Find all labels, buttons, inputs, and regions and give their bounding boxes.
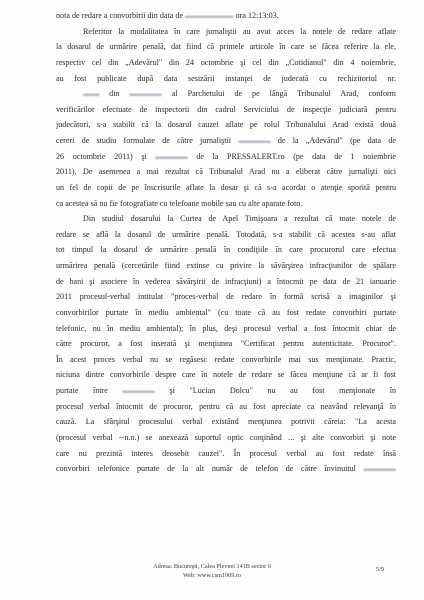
redacted-text: ▬▬▬▬ <box>129 89 162 99</box>
line-text: al Parchetului de pe lângă Tribunalul Arad, conform <box>171 89 396 99</box>
line-text: convorbiri telefonice purtate de la alt număr de telefon de către învinuitul <box>56 464 356 474</box>
document-line <box>56 227 396 243</box>
document-line <box>56 71 396 87</box>
document-line <box>56 430 396 446</box>
line-text: de la PRESSALERT.ro (pe data de 1 noiembrie <box>196 151 396 161</box>
line-text: judecători, s-a stabilit că la dosarul cauzei aflate pe rolul Tribunalului Arad există două <box>56 120 396 130</box>
line-text: 2011 procesul-verbal intitulat "proces-verbal de redare în formă scrisă a imaginilor şi <box>56 292 396 302</box>
line-text: din <box>109 89 120 99</box>
document-line <box>56 305 396 321</box>
document-line <box>56 39 396 55</box>
document-line <box>56 149 396 165</box>
document-body <box>56 8 396 477</box>
line-text: urmărirea penală (cercetările fiind extinse cu privire la săvârşirea infracţiunilor de spălare <box>56 261 396 270</box>
line-text: care nu prezintă interes deosebit cauzei". În procesul verbal au fost redate însă <box>56 448 396 458</box>
document-line <box>56 352 396 368</box>
line-text: cauză. La sfârşitul procesului verbal existând menţiunea potrivit căreia: "La acesta <box>56 417 396 427</box>
line-text: de bani şi asociere în vederea săvârşirii de infracţiuni) a întocmit pe data de 21 ianuarie <box>56 276 396 286</box>
line-text: nota de redare a convorbirii din data de <box>56 11 183 20</box>
document-line <box>56 383 396 399</box>
document-line <box>56 242 396 258</box>
document-line <box>56 196 396 212</box>
document-line <box>56 399 396 415</box>
footer-web: Web: www.csm1909.ro <box>182 571 242 579</box>
redacted-text: ▬▬▬▬ <box>363 464 396 474</box>
line-text: cereri de studiu formulate de către jurnaliştii <box>56 136 232 145</box>
line-text: 2011). De asemenea a mai rezultat că Tribunalul Arad nu a eliberat către jurnalişti nici <box>56 167 396 177</box>
document-line <box>56 274 396 290</box>
line-text: către procuror, a fost inserată şi menţiunea "Certificat pentru autenticitate. Procuror". <box>56 339 396 349</box>
line-text: respectiv cel din „Adevărul" din 24 octombrie şi cel din „Cotidianul" din 4 noiembrie, <box>56 57 396 67</box>
line-text: (procesul verbal --n.n.) se anexează suportul optic conţinând ... şi alte convorbiri şi note <box>56 432 396 442</box>
line-text: redare se află la dosarul de urmărire penală. Totodată, s-a stabilit că acestea s-au aflat <box>56 229 396 239</box>
document-line <box>56 258 396 274</box>
line-text: la dosarul de urmărire penală, dat fiind că primele articole în care se făcea referire la ele, <box>56 42 396 52</box>
document-line <box>56 446 396 462</box>
document-line <box>56 336 396 352</box>
line-text: şi "Lucian Dolcu" nu au fost menţionate în <box>169 386 396 395</box>
line-text: telefonic, nu în mediu ambiental); în plus, deşi procesul verbal a fost întocmit chiar de <box>56 323 396 333</box>
line-text: ora 12:13:03. <box>235 11 279 20</box>
line-text: 26 octombrie 2011) şi <box>56 151 147 161</box>
document-line <box>56 321 396 337</box>
line-text: convorbirilor purtate în mediu ambiental" (cu toate că au fost redate convorbiri purtate <box>56 307 396 317</box>
document-line <box>56 102 396 118</box>
line-text: procesul verbal întocmit de procuror, pentru că au fost apreciate ca neavând relevanţă în <box>56 401 396 411</box>
redacted-text: ▬▬▬▬ <box>238 136 271 145</box>
line-text: niciuna dintre convorbirile despre care în notele de redare se făcea menţiune că ar fi fost <box>56 370 396 380</box>
document-line <box>56 289 396 305</box>
line-text: un fel de copii de pe înscrisurile aflate la dosar şi că s-a acordat o atenţie sporită pentru <box>56 182 396 192</box>
page-number: 5/9 <box>375 566 384 573</box>
line-text: verificărilor efectuate de inspectorii din cadrul Serviciului de inspecţie judiciară pentru <box>56 104 396 114</box>
document-line <box>56 367 396 383</box>
redacted-text: ▬▬▬▬ <box>122 386 155 395</box>
document-line <box>56 180 396 196</box>
line-text: tot timpul la dosarul de urmărire penală în condiţiile în care procurorul care efectua <box>56 245 396 255</box>
line-text: au fost publicate după data sesizării instanţei de judecată cu rechizitoriul nr. <box>56 73 396 83</box>
document-line <box>56 24 396 40</box>
line-text: ca acestea să nu fie fotografiate cu telefoane mobile sau cu alte aparate foto. <box>56 198 303 208</box>
page-footer <box>0 563 424 580</box>
document-line <box>56 8 396 24</box>
redacted-text: ▬▬▬▬▬▬ <box>185 11 234 20</box>
line-text: Din studiul dosarului la Curtea de Apel Timişoara a rezultat că toate notele de <box>83 214 396 224</box>
document-line <box>56 461 396 477</box>
redacted-text: ▬▬ <box>83 89 110 99</box>
document-line <box>56 164 396 180</box>
document-line <box>56 117 396 133</box>
footer-address: Adresa: Bucureşti, Calea Plevnei 141B sector 6 <box>153 563 271 570</box>
line-text: Referitor la modalitatea în care jurnaliştii au avut acces la notele de redare aflate <box>83 26 396 36</box>
document-line <box>56 55 396 71</box>
line-text: În acest proces verbal nu se regăsesc redate convorbirile mai sus menţionate. Practic, <box>56 354 396 364</box>
document-line <box>56 211 396 227</box>
document-line <box>56 414 396 430</box>
line-text: de la „Adevărul" (pe data de <box>277 136 396 145</box>
line-text: purtate între <box>56 386 108 395</box>
document-line <box>56 133 396 149</box>
redacted-text: ▬▬▬▬ <box>155 151 188 161</box>
document-line <box>56 86 396 102</box>
